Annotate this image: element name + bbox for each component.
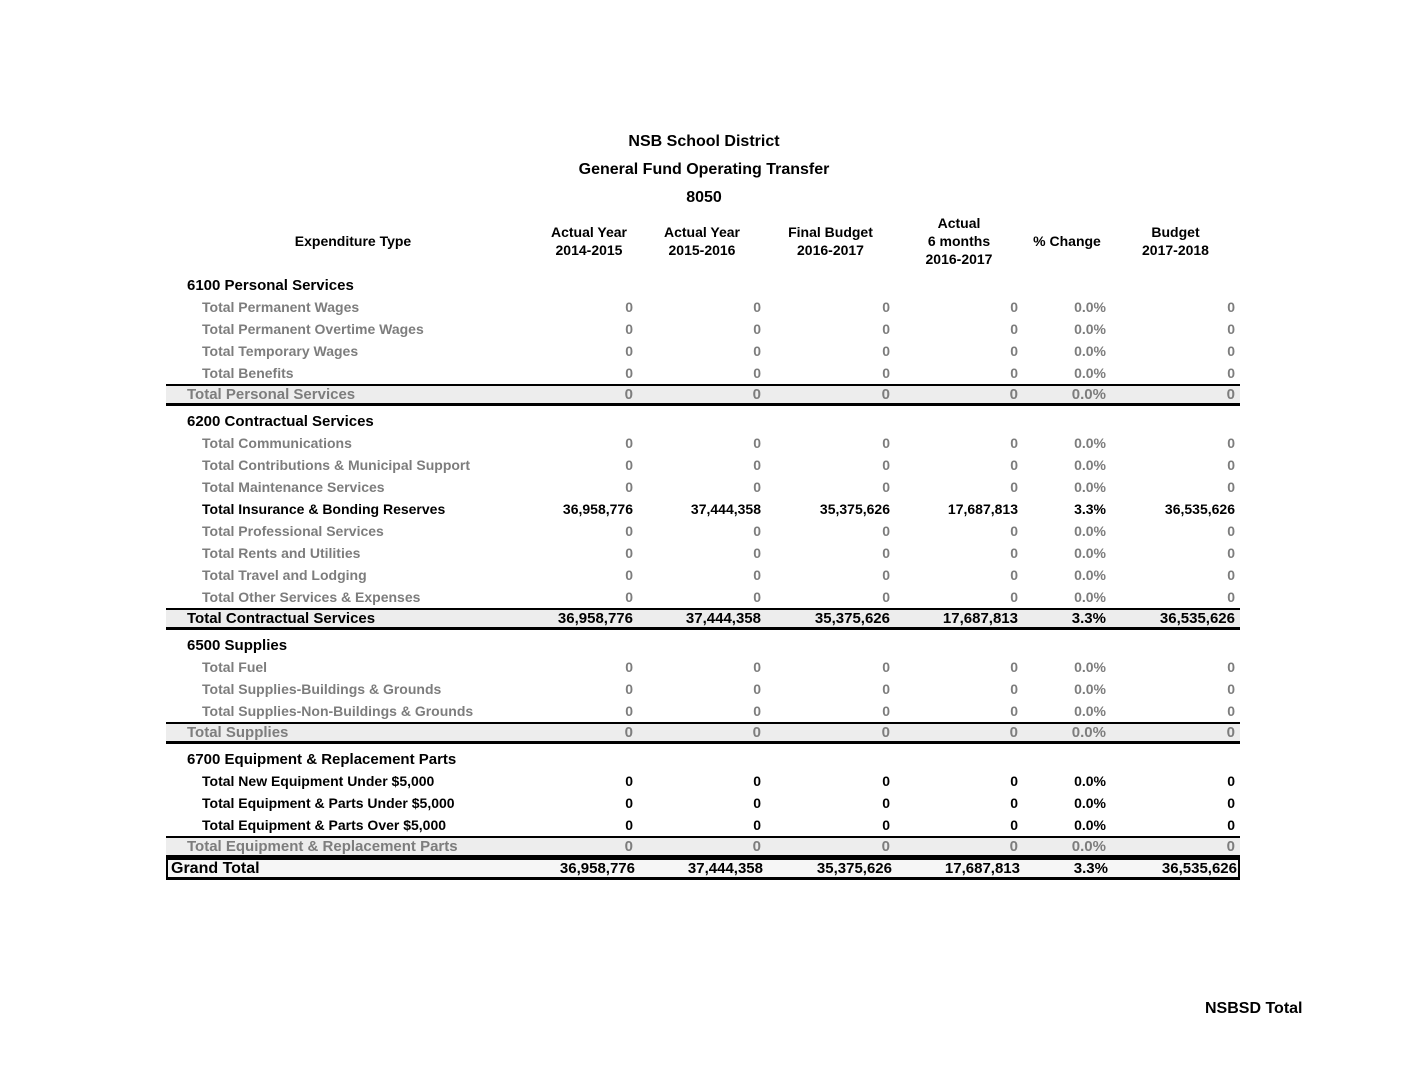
cell-final-budget-2016-2017: 35,375,626 — [816, 860, 892, 877]
cell-final-budget-2016-2017: 0 — [882, 703, 890, 719]
column-header-actual-year-2015-2016 — [638, 223, 766, 259]
row-label: Total Travel and Lodging — [202, 567, 367, 583]
cell-final-budget-2016-2017: 0 — [882, 659, 890, 675]
row-label: Total Insurance & Bonding Reserves — [202, 501, 446, 517]
cell-actual-6-months-2016-2017: 0 — [1010, 435, 1018, 451]
cell-actual-6-months-2016-2017: 0 — [1009, 386, 1018, 403]
cell-actual-6-months-2016-2017: 0 — [1010, 589, 1018, 605]
row-label: Total Contractual Services — [187, 610, 376, 627]
table-row — [166, 770, 1240, 792]
section-subtotal-row — [166, 836, 1240, 858]
cell-actual-6-months-2016-2017: 17,687,813 — [947, 501, 1018, 517]
cell-actual-6-months-2016-2017: 0 — [1010, 365, 1018, 381]
section-header — [166, 748, 1240, 770]
cell-actual-year-2015-2016: 0 — [753, 659, 761, 675]
cell-budget-2017-2018: 36,535,626 — [1161, 860, 1237, 877]
column-header-line: 2016-2017 — [797, 242, 864, 258]
cell-percent-change: 0.0% — [1074, 321, 1106, 337]
column-header-line: 6 months — [927, 233, 991, 249]
section-header-label: 6700 Equipment & Replacement Parts — [187, 750, 457, 768]
section-header — [166, 274, 1240, 296]
cell-percent-change: 0.0% — [1074, 545, 1106, 561]
grand-total-row — [166, 858, 1240, 880]
cell-budget-2017-2018: 0 — [1227, 795, 1235, 811]
cell-final-budget-2016-2017: 0 — [882, 365, 890, 381]
cell-final-budget-2016-2017: 0 — [881, 724, 890, 741]
cell-final-budget-2016-2017: 0 — [882, 589, 890, 605]
table-row — [166, 476, 1240, 498]
cell-budget-2017-2018: 0 — [1227, 479, 1235, 495]
cell-percent-change: 0.0% — [1074, 773, 1106, 789]
column-header-line: Actual — [937, 215, 981, 231]
cell-actual-6-months-2016-2017: 0 — [1010, 773, 1018, 789]
table-header-row — [166, 212, 1240, 270]
cell-budget-2017-2018: 0 — [1227, 567, 1235, 583]
cell-actual-year-2015-2016: 0 — [753, 795, 761, 811]
section-subtotal-row — [166, 384, 1240, 406]
column-header-actual-year-2014-2015 — [540, 223, 638, 259]
cell-actual-year-2015-2016: 37,444,358 — [687, 860, 763, 877]
cell-final-budget-2016-2017: 0 — [882, 523, 890, 539]
cell-actual-year-2015-2016: 0 — [753, 457, 761, 473]
cell-final-budget-2016-2017: 0 — [882, 457, 890, 473]
table-row — [166, 340, 1240, 362]
row-label: Total Supplies — [187, 724, 289, 741]
cell-actual-6-months-2016-2017: 0 — [1010, 659, 1018, 675]
cell-actual-year-2014-2015: 0 — [624, 386, 633, 403]
row-label: Total Personal Services — [187, 386, 356, 403]
cell-actual-year-2014-2015: 36,958,776 — [562, 501, 633, 517]
cell-percent-change: 3.3% — [1073, 860, 1108, 877]
cell-actual-6-months-2016-2017: 0 — [1010, 545, 1018, 561]
column-header-line: % Change — [1033, 233, 1101, 249]
table-row — [166, 792, 1240, 814]
cell-budget-2017-2018: 0 — [1227, 589, 1235, 605]
column-header-actual-6-months-2016-2017 — [895, 214, 1023, 268]
cell-final-budget-2016-2017: 0 — [882, 479, 890, 495]
cell-actual-year-2014-2015: 0 — [625, 567, 633, 583]
cell-actual-6-months-2016-2017: 0 — [1009, 724, 1018, 741]
cell-actual-year-2015-2016: 0 — [753, 817, 761, 833]
cell-budget-2017-2018: 0 — [1226, 838, 1235, 855]
cell-budget-2017-2018: 0 — [1227, 321, 1235, 337]
table-row — [166, 656, 1240, 678]
cell-actual-6-months-2016-2017: 17,687,813 — [942, 610, 1018, 627]
cell-actual-year-2015-2016: 0 — [753, 773, 761, 789]
row-label: Total Maintenance Services — [202, 479, 385, 495]
cell-percent-change: 0.0% — [1074, 299, 1106, 315]
row-label: Total Other Services & Expenses — [202, 589, 421, 605]
column-header-percent-change — [1023, 232, 1111, 250]
cell-final-budget-2016-2017: 0 — [882, 681, 890, 697]
footer-total-label: NSBSD Total — [1205, 1000, 1303, 1017]
cell-actual-6-months-2016-2017: 0 — [1010, 321, 1018, 337]
table-row — [166, 520, 1240, 542]
cell-actual-year-2014-2015: 0 — [624, 838, 633, 855]
cell-actual-year-2015-2016: 0 — [753, 681, 761, 697]
cell-percent-change: 0.0% — [1074, 681, 1106, 697]
table-row — [166, 296, 1240, 318]
cell-actual-6-months-2016-2017: 0 — [1010, 567, 1018, 583]
cell-budget-2017-2018: 0 — [1227, 343, 1235, 359]
section-header-label: 6500 Supplies — [187, 636, 288, 654]
cell-actual-6-months-2016-2017: 0 — [1010, 479, 1018, 495]
row-label: Total Temporary Wages — [202, 343, 359, 359]
column-header-line: Budget — [1151, 224, 1200, 240]
cell-actual-year-2014-2015: 36,958,776 — [557, 610, 633, 627]
cell-budget-2017-2018: 0 — [1227, 299, 1235, 315]
table-row — [166, 362, 1240, 384]
row-label: Total Equipment & Parts Under $5,000 — [202, 795, 455, 811]
cell-final-budget-2016-2017: 0 — [882, 567, 890, 583]
cell-actual-year-2015-2016: 37,444,358 — [690, 501, 761, 517]
cell-actual-year-2014-2015: 0 — [625, 795, 633, 811]
row-label: Total Supplies-Non-Buildings & Grounds — [202, 703, 474, 719]
column-header-line: Actual Year — [663, 224, 740, 240]
row-label: Total Rents and Utilities — [202, 545, 361, 561]
section-subtotal-row — [166, 608, 1240, 630]
cell-actual-year-2015-2016: 0 — [753, 479, 761, 495]
cell-budget-2017-2018: 0 — [1226, 386, 1235, 403]
report-subtitle: General Fund Operating Transfer — [578, 161, 830, 178]
cell-actual-year-2014-2015: 36,958,776 — [559, 860, 635, 877]
table-row — [166, 432, 1240, 454]
table-row — [166, 542, 1240, 564]
cell-percent-change: 3.3% — [1071, 610, 1106, 627]
district-title: NSB School District — [628, 133, 780, 150]
cell-final-budget-2016-2017: 0 — [882, 545, 890, 561]
cell-actual-year-2015-2016: 0 — [752, 724, 761, 741]
cell-final-budget-2016-2017: 0 — [882, 321, 890, 337]
table-row — [166, 564, 1240, 586]
row-label: Total Professional Services — [202, 523, 384, 539]
cell-final-budget-2016-2017: 0 — [882, 299, 890, 315]
table-row — [166, 498, 1240, 520]
cell-percent-change: 0.0% — [1074, 817, 1106, 833]
cell-actual-year-2015-2016: 0 — [752, 838, 761, 855]
column-header-line: Expenditure Type — [294, 233, 412, 249]
row-label: Total Equipment & Replacement Parts — [187, 838, 458, 855]
table-row — [166, 454, 1240, 476]
cell-actual-year-2015-2016: 0 — [753, 545, 761, 561]
cell-percent-change: 0.0% — [1074, 589, 1106, 605]
cell-actual-year-2014-2015: 0 — [625, 589, 633, 605]
cell-actual-year-2015-2016: 0 — [753, 589, 761, 605]
cell-percent-change: 0.0% — [1074, 479, 1106, 495]
cell-actual-year-2014-2015: 0 — [625, 457, 633, 473]
cell-actual-6-months-2016-2017: 0 — [1010, 343, 1018, 359]
section-header — [166, 410, 1240, 432]
row-label: Total Benefits — [202, 365, 294, 381]
fund-number: 8050 — [686, 189, 722, 206]
table-row — [166, 318, 1240, 340]
budget-table — [166, 212, 1240, 880]
column-header-budget-2017-2018 — [1111, 223, 1240, 259]
cell-actual-year-2015-2016: 0 — [753, 703, 761, 719]
cell-actual-year-2015-2016: 0 — [753, 321, 761, 337]
cell-budget-2017-2018: 0 — [1227, 817, 1235, 833]
cell-actual-year-2015-2016: 0 — [753, 343, 761, 359]
cell-actual-year-2015-2016: 0 — [753, 299, 761, 315]
column-header-line: Actual Year — [550, 224, 627, 240]
cell-budget-2017-2018: 0 — [1227, 659, 1235, 675]
cell-budget-2017-2018: 36,535,626 — [1159, 610, 1235, 627]
section-header-label: 6100 Personal Services — [187, 276, 354, 294]
cell-actual-6-months-2016-2017: 0 — [1010, 703, 1018, 719]
cell-budget-2017-2018: 0 — [1227, 457, 1235, 473]
cell-actual-6-months-2016-2017: 0 — [1009, 838, 1018, 855]
cell-actual-year-2014-2015: 0 — [625, 365, 633, 381]
cell-percent-change: 0.0% — [1074, 343, 1106, 359]
cell-actual-year-2015-2016: 0 — [753, 567, 761, 583]
cell-actual-year-2014-2015: 0 — [625, 479, 633, 495]
cell-final-budget-2016-2017: 0 — [882, 817, 890, 833]
column-header-line: 2017-2018 — [1142, 242, 1209, 258]
cell-percent-change: 0.0% — [1074, 523, 1106, 539]
cell-actual-year-2015-2016: 0 — [753, 523, 761, 539]
cell-percent-change: 0.0% — [1074, 795, 1106, 811]
cell-actual-year-2015-2016: 0 — [753, 365, 761, 381]
cell-actual-year-2014-2015: 0 — [625, 659, 633, 675]
cell-percent-change: 0.0% — [1074, 567, 1106, 583]
report-title-block — [0, 128, 1408, 212]
cell-actual-year-2014-2015: 0 — [625, 703, 633, 719]
cell-final-budget-2016-2017: 0 — [881, 386, 890, 403]
cell-final-budget-2016-2017: 0 — [881, 838, 890, 855]
cell-percent-change: 0.0% — [1071, 724, 1106, 741]
row-label: Total Fuel — [202, 659, 268, 675]
cell-percent-change: 0.0% — [1074, 659, 1106, 675]
cell-actual-year-2014-2015: 0 — [624, 724, 633, 741]
cell-actual-year-2014-2015: 0 — [625, 681, 633, 697]
cell-budget-2017-2018: 0 — [1227, 523, 1235, 539]
column-header-line: 2016-2017 — [925, 251, 993, 267]
row-label: Total New Equipment Under $5,000 — [202, 773, 435, 789]
cell-percent-change: 0.0% — [1071, 386, 1106, 403]
cell-budget-2017-2018: 0 — [1227, 703, 1235, 719]
cell-actual-6-months-2016-2017: 0 — [1010, 795, 1018, 811]
cell-actual-year-2014-2015: 0 — [625, 545, 633, 561]
cell-final-budget-2016-2017: 35,375,626 — [819, 501, 890, 517]
cell-percent-change: 0.0% — [1074, 703, 1106, 719]
section-header — [166, 634, 1240, 656]
cell-budget-2017-2018: 0 — [1227, 545, 1235, 561]
cell-actual-6-months-2016-2017: 0 — [1010, 457, 1018, 473]
column-header-line: 2015-2016 — [668, 242, 736, 258]
cell-actual-year-2014-2015: 0 — [625, 321, 633, 337]
column-header-line: Final Budget — [788, 224, 873, 240]
row-label: Total Supplies-Buildings & Grounds — [202, 681, 442, 697]
cell-actual-year-2014-2015: 0 — [625, 299, 633, 315]
cell-percent-change: 0.0% — [1074, 435, 1106, 451]
table-row — [166, 586, 1240, 608]
cell-actual-year-2015-2016: 0 — [753, 435, 761, 451]
cell-actual-6-months-2016-2017: 0 — [1010, 523, 1018, 539]
table-row — [166, 700, 1240, 722]
cell-budget-2017-2018: 0 — [1226, 724, 1235, 741]
row-label: Total Communications — [202, 435, 352, 451]
cell-actual-6-months-2016-2017: 17,687,813 — [944, 860, 1020, 877]
row-label: Total Equipment & Parts Over $5,000 — [202, 817, 447, 833]
cell-actual-year-2014-2015: 0 — [625, 817, 633, 833]
column-header-line: 2014-2015 — [555, 242, 623, 258]
table-row — [166, 678, 1240, 700]
row-label: Total Contributions & Municipal Support — [202, 457, 471, 473]
cell-actual-year-2014-2015: 0 — [625, 435, 633, 451]
table-body — [166, 274, 1240, 880]
cell-percent-change: 3.3% — [1074, 501, 1106, 517]
cell-actual-year-2014-2015: 0 — [625, 343, 633, 359]
column-header-expenditure-type — [166, 232, 540, 250]
cell-percent-change: 0.0% — [1071, 838, 1106, 855]
cell-percent-change: 0.0% — [1074, 365, 1106, 381]
cell-final-budget-2016-2017: 0 — [882, 795, 890, 811]
row-label: Total Permanent Wages — [202, 299, 360, 315]
cell-final-budget-2016-2017: 0 — [882, 773, 890, 789]
cell-budget-2017-2018: 0 — [1227, 435, 1235, 451]
cell-actual-year-2014-2015: 0 — [625, 523, 633, 539]
row-label: Total Permanent Overtime Wages — [202, 321, 424, 337]
section-header-label: 6200 Contractual Services — [187, 412, 374, 430]
cell-budget-2017-2018: 0 — [1227, 773, 1235, 789]
cell-actual-6-months-2016-2017: 0 — [1010, 817, 1018, 833]
cell-final-budget-2016-2017: 35,375,626 — [814, 610, 890, 627]
cell-actual-year-2015-2016: 0 — [752, 386, 761, 403]
cell-actual-6-months-2016-2017: 0 — [1010, 681, 1018, 697]
column-header-final-budget-2016-2017 — [766, 223, 895, 259]
cell-budget-2017-2018: 0 — [1227, 365, 1235, 381]
cell-final-budget-2016-2017: 0 — [882, 343, 890, 359]
cell-actual-year-2014-2015: 0 — [625, 773, 633, 789]
cell-final-budget-2016-2017: 0 — [882, 435, 890, 451]
cell-actual-6-months-2016-2017: 0 — [1010, 299, 1018, 315]
cell-budget-2017-2018: 0 — [1227, 681, 1235, 697]
cell-percent-change: 0.0% — [1074, 457, 1106, 473]
section-subtotal-row — [166, 722, 1240, 744]
cell-budget-2017-2018: 36,535,626 — [1164, 501, 1235, 517]
grand-total-label: Grand Total — [171, 859, 260, 877]
table-row — [166, 814, 1240, 836]
cell-actual-year-2015-2016: 37,444,358 — [685, 610, 761, 627]
